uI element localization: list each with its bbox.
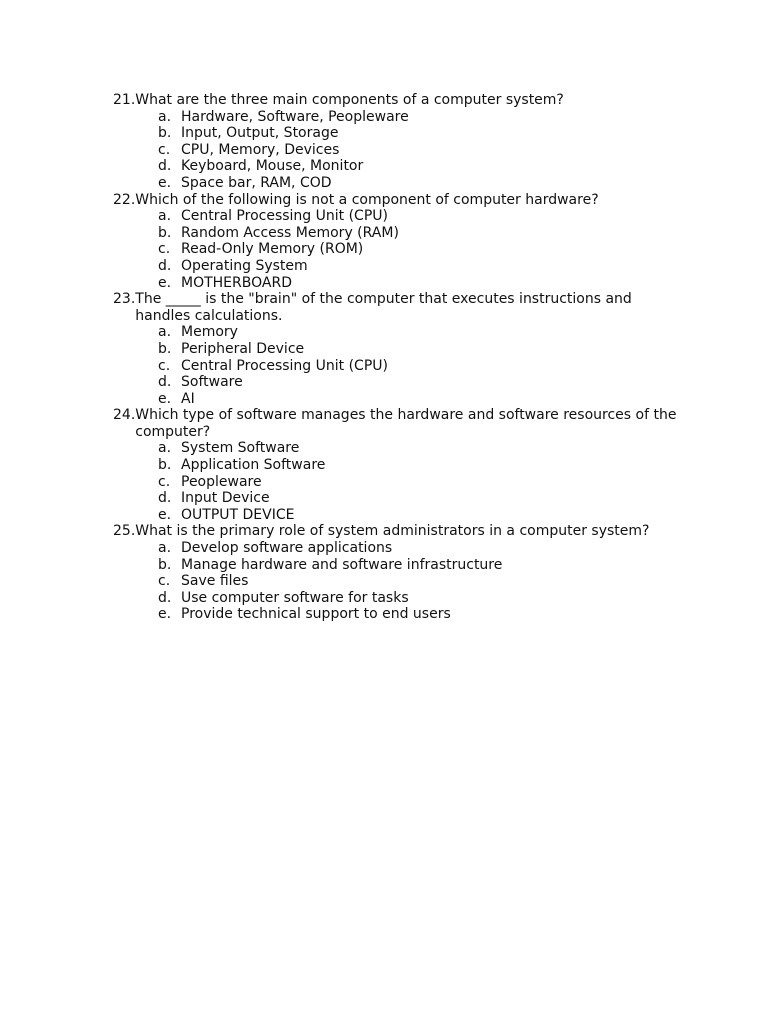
- option-text: OUTPUT DEVICE: [181, 506, 295, 523]
- answer-option: [113, 142, 683, 159]
- option-text: AI: [181, 390, 195, 407]
- answer-option: [113, 606, 683, 623]
- answer-option: [113, 341, 683, 358]
- answer-option: [113, 324, 683, 341]
- question-number: 21.: [113, 92, 136, 108]
- option-letter: b.: [158, 556, 172, 573]
- option-text: Memory: [181, 324, 238, 341]
- option-letter: c.: [158, 473, 171, 490]
- question-text: What are the three main components of a computer system?: [135, 92, 564, 108]
- answer-option: [113, 457, 683, 474]
- option-letter: d.: [158, 589, 172, 606]
- option-text: Random Access Memory (RAM): [181, 224, 399, 241]
- answer-options: [113, 109, 683, 192]
- option-text: MOTHERBOARD: [181, 274, 292, 291]
- question-21: [113, 92, 683, 192]
- option-letter: c.: [158, 357, 171, 374]
- answer-options: [113, 540, 683, 623]
- answer-option: [113, 158, 683, 175]
- option-text: Develop software applications: [181, 540, 393, 557]
- option-letter: e.: [158, 606, 172, 623]
- option-letter: b.: [158, 125, 172, 142]
- quiz-page: [113, 92, 683, 623]
- option-text: Space bar, RAM, COD: [181, 174, 332, 191]
- question-number: 23.: [113, 291, 136, 308]
- answer-option: [113, 258, 683, 275]
- option-text: Read-Only Memory (ROM): [181, 241, 364, 258]
- question-heading: [113, 92, 683, 109]
- option-letter: c.: [158, 141, 171, 158]
- option-letter: d.: [158, 374, 172, 391]
- option-letter: b.: [158, 457, 172, 474]
- option-text: Central Processing Unit (CPU): [181, 208, 388, 225]
- option-text: Operating System: [181, 257, 308, 274]
- question-24: [113, 407, 683, 523]
- question-heading: [113, 192, 683, 209]
- question-number: 25.: [113, 523, 136, 540]
- answer-option: [113, 374, 683, 391]
- answer-options: [113, 324, 683, 407]
- answer-option: [113, 391, 683, 408]
- question-text: Which type of software manages the hardware and software resources of the computer?: [135, 407, 677, 440]
- answer-option: [113, 125, 683, 142]
- answer-option: [113, 540, 683, 557]
- answer-option: [113, 241, 683, 258]
- question-number: 22.: [113, 191, 136, 208]
- option-letter: e.: [158, 506, 172, 523]
- option-letter: e.: [158, 274, 172, 291]
- option-text: CPU, Memory, Devices: [181, 141, 340, 158]
- question-text: Which of the following is not a component of computer hardware?: [135, 191, 599, 208]
- option-text: Peopleware: [181, 473, 262, 490]
- option-letter: a.: [158, 108, 172, 125]
- option-text: Use computer software for tasks: [181, 589, 409, 606]
- question-heading: [113, 407, 683, 440]
- option-letter: d.: [158, 257, 172, 274]
- answer-option: [113, 358, 683, 375]
- answer-option: [113, 590, 683, 607]
- option-letter: c.: [158, 573, 171, 590]
- option-letter: e.: [158, 390, 172, 407]
- option-letter: a.: [158, 540, 172, 557]
- option-text: Manage hardware and software infrastructure: [181, 556, 503, 573]
- option-text: Software: [181, 374, 243, 391]
- answer-option: [113, 573, 683, 590]
- option-letter: c.: [158, 241, 171, 258]
- option-text: Save files: [181, 573, 249, 590]
- option-text: Hardware, Software, Peopleware: [181, 108, 409, 125]
- option-text: Input, Output, Storage: [181, 125, 339, 142]
- option-letter: d.: [158, 490, 172, 507]
- option-letter: a.: [158, 324, 172, 341]
- option-text: Peripheral Device: [181, 340, 305, 357]
- answer-option: [113, 109, 683, 126]
- answer-option: [113, 440, 683, 457]
- option-letter: d.: [158, 158, 172, 175]
- option-letter: b.: [158, 224, 172, 241]
- option-letter: a.: [158, 440, 172, 457]
- answer-option: [113, 208, 683, 225]
- option-letter: a.: [158, 208, 172, 225]
- answer-options: [113, 208, 683, 291]
- question-text: What is the primary role of system administrators in a computer system?: [135, 523, 650, 540]
- question-heading: [113, 523, 683, 540]
- question-heading: [113, 291, 683, 324]
- option-text: Central Processing Unit (CPU): [181, 357, 388, 374]
- answer-option: [113, 225, 683, 242]
- answer-option: [113, 175, 683, 192]
- answer-options: [113, 440, 683, 523]
- answer-option: [113, 275, 683, 292]
- question-25: [113, 523, 683, 623]
- answer-option: [113, 507, 683, 524]
- option-text: Input Device: [181, 490, 270, 507]
- question-text: The _____ is the "brain" of the computer that executes instructions and handles calculations.: [135, 291, 632, 324]
- option-text: Application Software: [181, 457, 326, 474]
- answer-option: [113, 557, 683, 574]
- option-text: Keyboard, Mouse, Monitor: [181, 158, 364, 175]
- question-23: [113, 291, 683, 407]
- option-text: System Software: [181, 440, 300, 457]
- option-letter: b.: [158, 340, 172, 357]
- answer-option: [113, 490, 683, 507]
- option-letter: e.: [158, 174, 172, 191]
- question-22: [113, 192, 683, 292]
- answer-option: [113, 474, 683, 491]
- question-number: 24.: [113, 407, 136, 424]
- option-text: Provide technical support to end users: [181, 606, 451, 623]
